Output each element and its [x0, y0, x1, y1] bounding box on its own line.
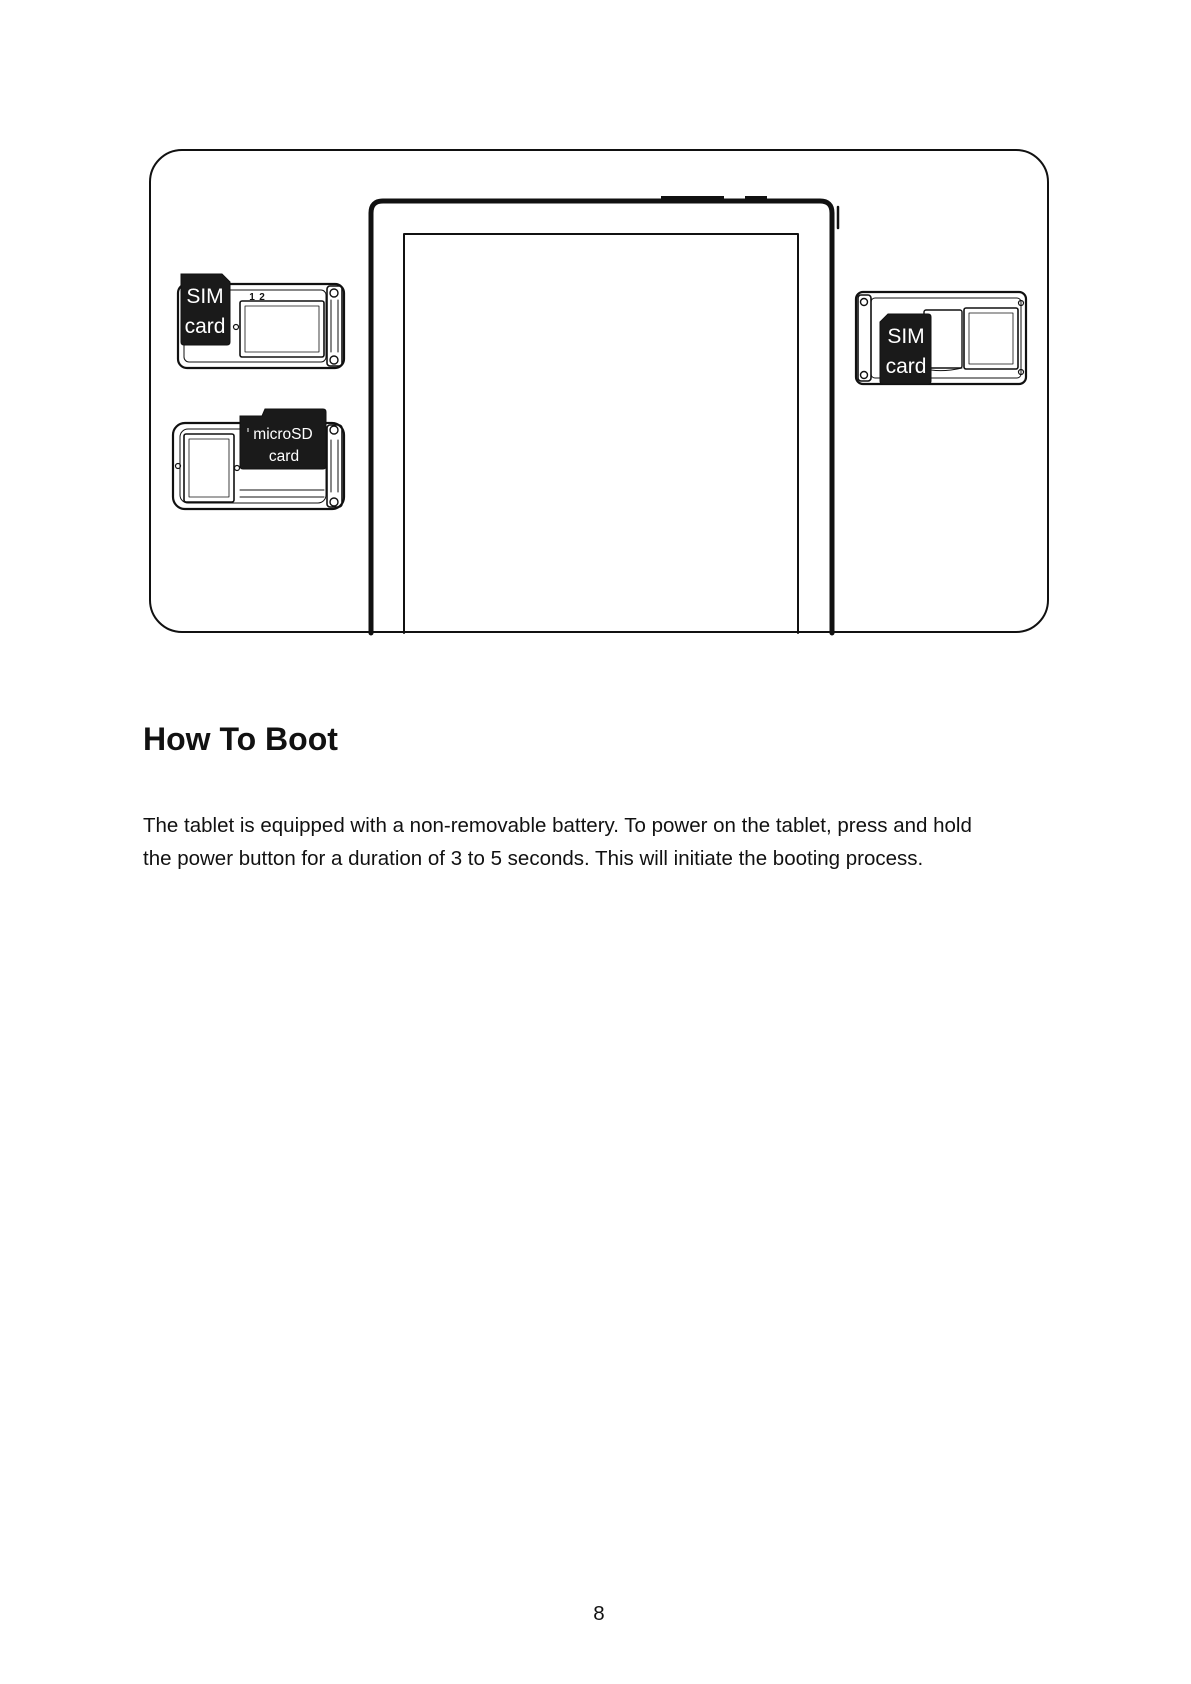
tray-slot-marking: 1: [249, 292, 255, 303]
sim-card-label-line2: card: [885, 355, 927, 378]
microsd-card-label-line2: card: [268, 448, 300, 465]
sim-tray-top-left: [178, 274, 344, 368]
figure-frame: [150, 150, 1048, 632]
microsd-tray-bottom-left: [173, 409, 344, 509]
sim-card-label-line2: card: [184, 315, 226, 338]
tray-screw: [330, 498, 338, 506]
card-tray-illustration: [0, 0, 1191, 700]
tray-screw: [330, 356, 338, 364]
sim-card-label-line1: SIM: [887, 325, 925, 348]
tablet-body-outline: [371, 201, 832, 633]
tray-screw: [330, 289, 338, 297]
tray-slot-marking: 2: [259, 292, 265, 303]
sim-tray-right: [856, 292, 1026, 384]
tablet-screen-outline: [404, 234, 798, 633]
sim-card-label-line1: SIM: [186, 285, 224, 308]
tablet-top-button-long: [661, 196, 724, 201]
tablet: [371, 196, 838, 633]
section-heading: How To Boot: [143, 721, 338, 757]
tablet-top-button-short: [745, 196, 767, 201]
body-line: the power button for a duration of 3 to 5 seconds. This will initiate the booting process.: [143, 846, 924, 870]
page-number: 8: [593, 1602, 605, 1625]
tray-screw: [330, 426, 338, 434]
body-line: The tablet is equipped with a non-removable battery. To power on the tablet, press and hold: [143, 814, 972, 837]
microsd-card-label-line1: microSD: [253, 426, 313, 443]
card-tray-diagram: [0, 0, 1191, 700]
section-body: [143, 810, 972, 875]
tray-screw: [861, 372, 868, 379]
tray-screw: [861, 299, 868, 306]
